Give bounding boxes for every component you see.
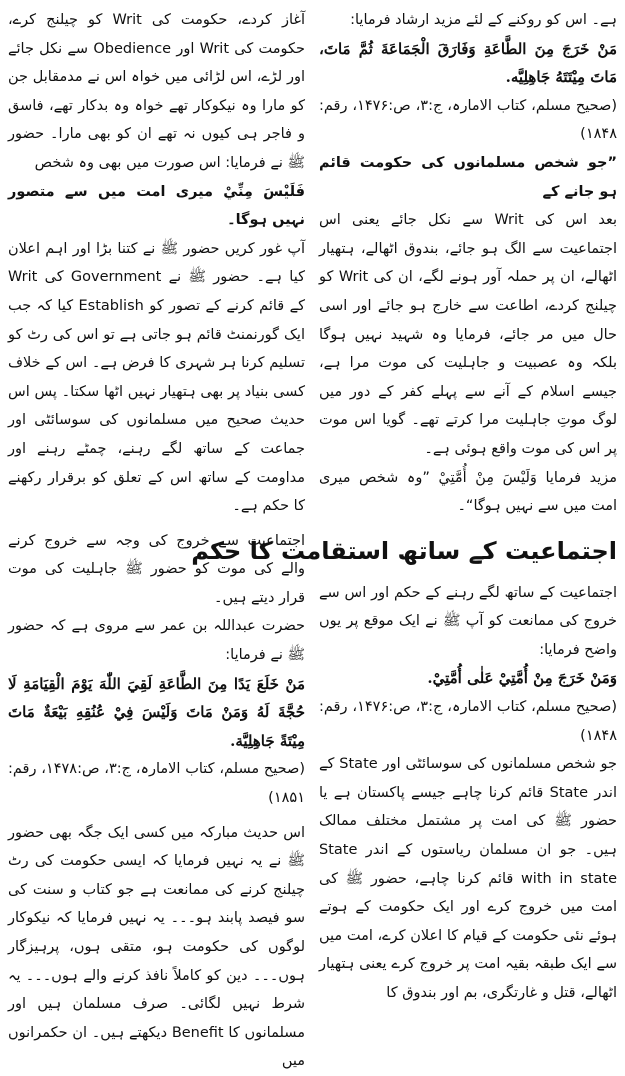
arabic-hadith: مَنْ خَرَجَ مِنَ الطَّاعَةِ وَفَارَقَ الْجَمَاعَةَ ثُمَّ مَاتَ، مَاتَ مِيْتَتَهُ جَاهِلِيَّه.: [319, 39, 617, 87]
quoted-translation: ”جو شخص مسلمانوں کی حکومت قائم ہو جانے کے: [319, 154, 617, 200]
hadith-reference: (صحیح مسلم، کتاب الامارہ، ج:۳، ص:۱۴۷۸، رقم: ۱۸۵۱): [8, 761, 305, 807]
left-column: [8, 6, 306, 1070]
paragraph: اجتماعیت سے خروج کی وجہ سے خروج کرنے والے کی موت کو حضور ﷺ جاہلیت کی موت قرار دیتے ہیں۔: [8, 532, 305, 606]
arabic-hadith: مَنْ خَلَعَ يَدًا مِنَ الطَّاعَةِ لَقِيَ اللّٰهَ يَوْمَ الْقِيَامَةِ لَا حُجَّةَ لَهُ وَمَنْ مَاتَ وَلَيْسَ فِيْ عُنُقِهِ بَيْعَةٌ مَاتَ مِيْتَةً جَاهِلِيَّة.: [8, 674, 305, 750]
paragraph: آغاز کردے، حکومت کی Writ کو چیلنج کرے، حکومت کی Writ اور Obedience سے نکل جائے اور لڑے، اس لڑائی میں خواہ اس نے مدمقابل جن کو مارا وہ نیکوکار تھے خواہ وہ بدکار تھے، فاسق و فاجر ہی کیوں نہ تھے ان کو بھی مارا۔ حضور ﷺ نے فرمایا: اس صورت میں بھی وہ شخص: [8, 12, 305, 171]
paragraph: حضرت عبداللہ بن عمر سے مروی ہے کہ حضور ﷺ نے فرمایا:: [8, 618, 305, 664]
paragraph: اجتماعیت کے ساتھ لگے رہنے کے حکم اور اس سے خروج کی ممانعت کو آپ ﷺ نے ایک موقع پر یوں واضح فرمایا:: [319, 584, 617, 658]
hadith-reference: (صحیح مسلم، کتاب الامارہ، ج:۳، ص:۱۴۷۶، رقم: ۱۸۴۸): [319, 97, 617, 143]
hadith-reference: (صحیح مسلم، کتاب الامارہ، ج:۳، ص:۱۴۷۶، رقم: ۱۸۴۸): [319, 699, 617, 744]
arabic-hadith: وَمَنْ خَرَجَ مِنْ أُمَّتِيْ عَلٰى أُمَّتِيْ.: [427, 669, 617, 688]
section-heading: اجتماعیت کے ساتھ استقامت کا حکم: [191, 536, 617, 565]
paragraph: اس حدیث مبارکہ میں کسی ایک جگہ بھی حضور ﷺ نے یہ نہیں فرمایا کہ ایسی حکومت کی رٹ چیلنج کرنے کی ممانعت ہے جو کتاب و سنت کی سو فیصد پابند ہو۔۔۔ یہ نہیں فرمایا کہ نیکوکار لوگوں کی حکومت ہو، متقی ہوں، پرہیزگار ہوں۔۔۔ دین کو کاملاً نافذ کرنے والے ہوں۔۔۔ یہ شرط نہیں لگائی۔ صرف مسلمان ہیں اور مسلمانوں کا Benefit دیکھتے ہیں۔ ان حکمرانوں میں: [8, 824, 305, 1070]
paragraph: آپ غور کریں حضور ﷺ نے کتنا بڑا اور اہم اعلان کیا ہے۔ حضور ﷺ نے Government کی Writ کے قائم کرنے کے تصور کو Establish کیا کہ جب ایک گورنمنٹ قائم ہو جاتی ہے تو اس کی رٹ کو تسلیم کرنا ہر شہری کا فرض ہے۔ اس کے خلاف کسی بنیاد پر بھی ہتھیار نہیں اٹھا سکتا۔ پس اس حدیث صحیح میں مسلمانوں کی سوسائٹی اور جماعت کے ساتھ لگے رہنے، چمٹے رہنے اور مداومت کے ساتھ اس کے تعلق کو برقرار رکھنے کا حکم ہے۔: [8, 240, 306, 515]
paragraph: ہے۔ اس کو روکنے کے لئے مزید ارشاد فرمایا:: [350, 12, 617, 28]
paragraph: بعد اس کی Writ سے نکل جائے یعنی اس اجتماعیت سے الگ ہو جائے، بندوق اٹھالے، ہتھیار اٹھالے، ان پر حملہ آور ہونے لگے، ان کی Writ کو چیلنج کردے، اطاعت سے خارج ہو جائے اور اسی حال میں مر جائے، فرمایا وہ شہید نہیں ہوگا بلکہ وہ عصبیت و جاہلیت کی موت مرا ہے، جیسے اسلام کے آنے سے پہلے کفر کے دور میں لوگ موتِ جاہلیت مرا کرتے تھے۔ گویا اس موت پر اس کی موت واقع ہوئی ہے۔: [319, 212, 617, 457]
quoted-translation: فَلَيْسَ مِنِّيْ میری امت میں سے متصور نہیں ہوگا۔: [8, 183, 305, 229]
paragraph: مزید فرمایا وَلَيْسَ مِنْ أُمَّتِيْ ”وہ شخص میری امت میں سے نہیں ہوگا“۔: [319, 469, 617, 515]
paragraph: جو شخص مسلمانوں کی سوسائٹی اور State کے اندر State قائم کرنا چاہے جیسے پاکستان ہے یا حضور ﷺ کی امت پر مشتمل مختلف ممالک ہیں۔ جو ان مسلمان ریاستوں کے اندر State with in state قائم کرنا چاہے، حضور ﷺ کی امت میں خروج کرے اور ایک حکومت کے ہوتے ہوئے نئی حکومت کے قیام کا اعلان کرے، امت میں سے ایک طبقہ بقیہ امت پر خروج کرے یعنی ہتھیار اٹھالے، قتل و غارتگری، بم اور بندوق کا: [319, 756, 617, 1001]
right-column: [191, 6, 617, 1001]
